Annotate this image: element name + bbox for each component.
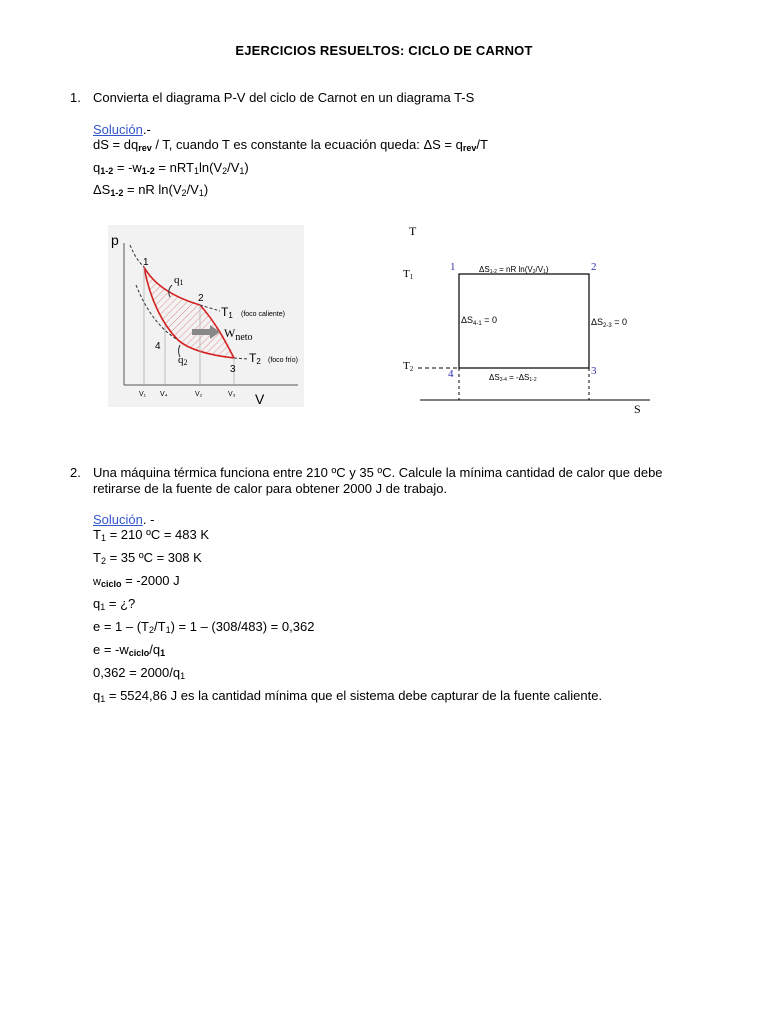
exercise-1-number: 1. bbox=[70, 90, 81, 105]
entropy-change-equation: $\Delta S_{1-2}$ = nR $\ln(V_2/V_1)$ bbox=[93, 182, 209, 198]
efficiency-substitution: $0,362 = 2000/q_1$ bbox=[93, 665, 186, 681]
t1-label: T1 bbox=[221, 305, 233, 320]
pv-diagram bbox=[108, 225, 304, 407]
corner-3-label: 3 bbox=[591, 365, 597, 377]
efficiency-work-relation: $e = -w_{ciclo}/q_1$ bbox=[93, 642, 166, 658]
t-axis-label: T bbox=[409, 224, 417, 238]
ds41-label: $\Delta S_{4-1} = 0$ bbox=[461, 315, 497, 327]
v-axis-label: V bbox=[255, 391, 265, 407]
ds34-label: ΔS3-4 = -ΔS1-2 bbox=[489, 373, 537, 383]
t1-note: (foco caliente) bbox=[241, 311, 285, 318]
page-title: EJERCICIOS RESUELTOS: CICLO DE CARNOT bbox=[235, 43, 533, 58]
w-net-label: $W_{neto}$ bbox=[224, 326, 253, 343]
exercise-1-solution-heading: Solución.- bbox=[93, 122, 151, 137]
tick-v1: V₁ bbox=[139, 391, 147, 398]
work-value: $w_{ciclo} = -2000$ J bbox=[93, 573, 180, 589]
q2-label: q2 bbox=[178, 354, 188, 367]
point-4-label: 4 bbox=[155, 341, 161, 352]
q1-unknown: $q_1$ = ¿? bbox=[93, 596, 136, 612]
t2-level-label: T2 bbox=[403, 360, 414, 373]
ds23-label: $\Delta S_{2-3} = 0$ bbox=[591, 317, 627, 329]
t2-note: (foco frío) bbox=[268, 357, 298, 364]
corner-4-label: 4 bbox=[448, 368, 454, 380]
solution-link[interactable]: Solución bbox=[93, 122, 143, 137]
p-axis-label: p bbox=[111, 232, 119, 248]
point-2-label: 2 bbox=[198, 293, 204, 304]
entropy-definition: dS = $dq_{rev}$ / T, cuando T es constante la ecuación queda: $\Delta S = q_{rev}/T$ bbox=[93, 137, 488, 153]
exercise-1-question: Convierta el diagrama P-V del ciclo de Carnot en un diagrama T-S bbox=[93, 90, 475, 105]
efficiency-equation: $e = 1 - (T_2/T_1) = 1 - (308/483) = 0,362$ bbox=[93, 619, 315, 635]
corner-2-label: 2 bbox=[591, 261, 597, 273]
t1-level-label: T1 bbox=[403, 268, 414, 281]
final-result: $q_1 = 5524,86$ J es la cantidad mínima que el sistema debe capturar de la fuente caliente. bbox=[93, 688, 603, 704]
tick-v3: V₃ bbox=[228, 391, 236, 398]
s-axis-label: S bbox=[634, 402, 641, 416]
exercise-2-question-line2: retirarse de la fuente de calor para obtener 2000 J de trabajo. bbox=[93, 481, 448, 496]
t2-value: $T_2 = 35$ ºC = 308 K bbox=[93, 550, 202, 566]
t2-label: T2 bbox=[249, 351, 261, 366]
ds12-label: ΔS1-2 = nR ln(V2/V1) bbox=[479, 265, 549, 275]
ts-diagram bbox=[398, 222, 658, 418]
q1-label: q1 bbox=[174, 274, 184, 287]
exercise-2-number: 2. bbox=[70, 465, 81, 480]
exercise-2-solution-heading: Solución. - bbox=[93, 512, 155, 527]
point-1-label: 1 bbox=[143, 257, 149, 268]
exercise-2-question-line1: Una máquina térmica funciona entre 210 ºC y 35 ºC. Calcule la mínima cantidad de calor que debe bbox=[93, 465, 663, 480]
tick-v2: V₂ bbox=[195, 391, 203, 398]
t1-value: $T_1 = 210$ ºC = 483 K bbox=[93, 527, 210, 543]
point-3-label: 3 bbox=[230, 364, 236, 375]
solution-link-2[interactable]: Solución bbox=[93, 512, 143, 527]
heat-equation: $q_{1-2} = -w_{1-2} = nRT_1\ln(V_2/V_1)$ bbox=[93, 160, 249, 176]
tick-v4: V₄ bbox=[160, 391, 168, 398]
corner-1-label: 1 bbox=[450, 261, 456, 273]
